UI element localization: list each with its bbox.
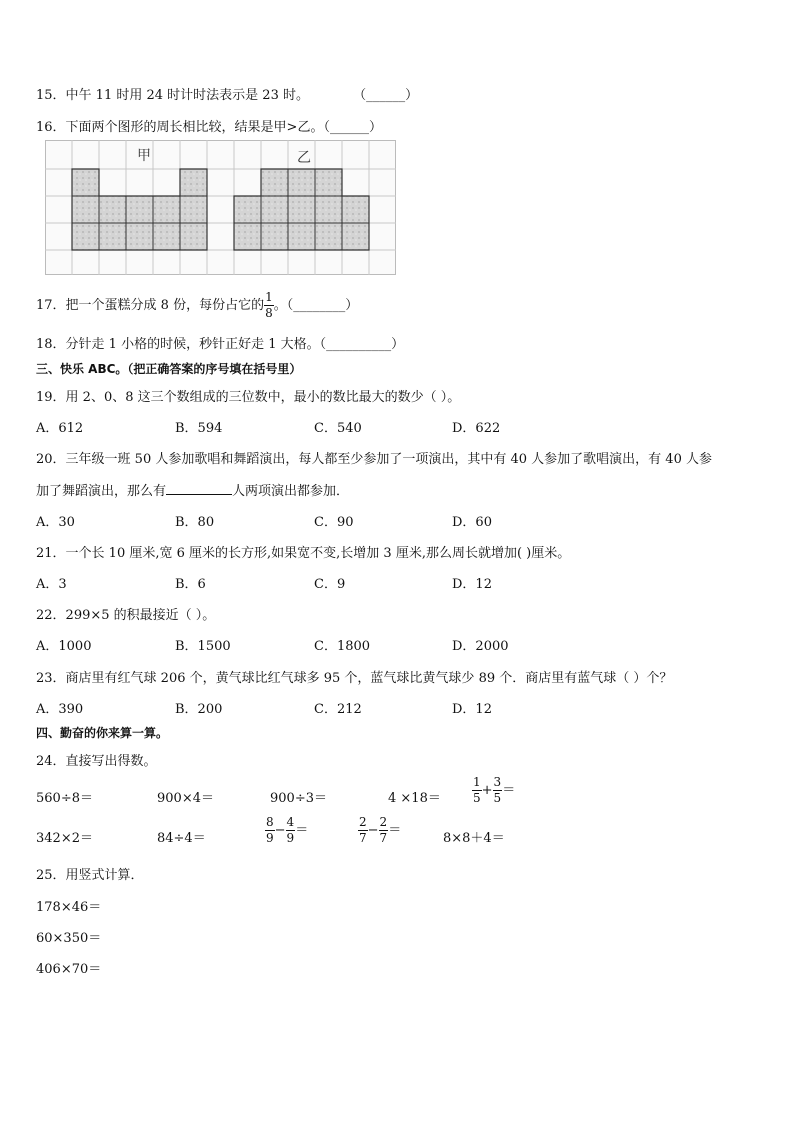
question-number: 20． (36, 452, 66, 467)
question-25 (36, 864, 144, 883)
label-yi: 乙 (297, 150, 311, 166)
perimeter-figure (45, 140, 397, 276)
question-text: 用竖式计算． (65, 868, 144, 883)
option-d[interactable]: D．60 (452, 515, 492, 530)
question-18 (36, 333, 404, 352)
vertical-calc-item: 406×70＝ (36, 962, 102, 977)
option-a[interactable]: A．390 (36, 702, 84, 717)
option-b[interactable]: B．200 (175, 702, 223, 717)
option-a[interactable]: A．30 (36, 515, 75, 530)
vertical-calc-item: 178×46＝ (36, 900, 102, 915)
option-b[interactable]: B．1500 (175, 639, 231, 654)
option-d[interactable]: D．12 (452, 577, 492, 592)
question-text-after: 。（________） (273, 298, 359, 313)
option-c[interactable]: C．212 (314, 702, 362, 717)
question-number: 25． (36, 868, 66, 883)
question-number: 24． (36, 754, 66, 769)
question-16 (36, 116, 382, 135)
calc-item-fraction: $\frac{8}{9}$ − $\frac{4}{9}$ ＝ (266, 815, 309, 845)
option-c[interactable]: C．540 (314, 421, 362, 436)
calc-item: 900×4＝ (157, 791, 214, 806)
question-text: 三年级一班 50 人参加歌唱和舞蹈演出，每人都至少参加了一项演出，其中有 40 人参加了歌唱演出，有 40 人参 (65, 452, 712, 467)
question-text: 把一个蛋糕分成 8 份，每份占它的 (65, 298, 265, 313)
question-text: 分针走 1 小格的时候，秒针正好走 1 大格。（__________） (65, 337, 405, 352)
option-a[interactable]: A．1000 (36, 639, 92, 654)
question-number: 18． (36, 337, 66, 352)
question-number: 16． (36, 120, 66, 135)
calc-item-fraction: $\frac{2}{7}$ − $\frac{2}{7}$ ＝ (359, 815, 402, 845)
option-d[interactable]: D．12 (452, 702, 492, 717)
question-text: 用 2、0、8 这三个数组成的三位数中，最小的数比最大的数少（ ）。 (65, 390, 461, 405)
question-text: 中午 11 时用 24 时计时法表示是 23 时。 (65, 88, 309, 103)
calc-item: 342×2＝ (36, 831, 93, 846)
question-17 (36, 290, 358, 321)
question-21 (36, 542, 570, 561)
option-d[interactable]: D．2000 (452, 639, 509, 654)
question-number: 19． (36, 390, 66, 405)
option-b[interactable]: B．6 (175, 577, 206, 592)
question-text: 商店里有红气球 206 个，黄气球比红气球多 95 个，蓝气球比黄气球少 89 个．商店里有蓝气球（ ）个？ (65, 671, 673, 686)
calc-item: 84÷4＝ (157, 831, 206, 846)
question-15 (36, 84, 418, 103)
question-text: 直接写出得数。 (65, 754, 157, 769)
answer-blank[interactable] (166, 482, 232, 495)
section-title-3: 三、快乐 ABC。（把正确答案的序号填在括号里） (36, 362, 302, 376)
option-c[interactable]: C．9 (314, 577, 346, 592)
question-text: 一个长 10 厘米,宽 6 厘米的长方形,如果宽不变,长增加 3 厘米,那么周长就增加( )厘米。 (65, 546, 571, 561)
vertical-calc-item: 60×350＝ (36, 931, 102, 946)
option-c[interactable]: C．1800 (314, 639, 371, 654)
question-24 (36, 750, 157, 769)
question-text: 299×5 的积最接近（ ）。 (65, 608, 216, 623)
calc-item: 8×8＋4＝ (443, 831, 505, 846)
option-b[interactable]: B．594 (175, 421, 223, 436)
question-number: 23． (36, 671, 66, 686)
option-c[interactable]: C．90 (314, 515, 354, 530)
calc-item: 560÷8＝ (36, 791, 93, 806)
question-23 (36, 667, 672, 686)
question-20-line2: 加了舞蹈演出，那么有 人两项演出都参加． (36, 484, 350, 499)
option-b[interactable]: B．80 (175, 515, 215, 530)
fraction: $\frac{1}{8}$ (265, 290, 273, 320)
option-a[interactable]: A．3 (36, 577, 67, 592)
question-number: 21． (36, 546, 66, 561)
question-20-line1 (36, 448, 712, 467)
answer-paren[interactable]: （______） (353, 88, 419, 103)
label-jia: 甲 (137, 148, 151, 164)
question-number: 15． (36, 88, 66, 103)
option-a[interactable]: A．612 (36, 421, 84, 436)
question-number: 17． (36, 298, 66, 313)
question-19 (36, 386, 460, 405)
calc-item-fraction: $\frac{1}{5}$ + $\frac{3}{5}$ ＝ (473, 775, 516, 805)
question-number: 22． (36, 608, 66, 623)
section-title-4: 四、勤奋的你来算一算。 (36, 726, 169, 740)
calc-item: 4 ×18＝ (388, 791, 441, 806)
question-text: 下面两个图形的周长相比较，结果是甲>乙。（______） (65, 120, 382, 135)
question-22 (36, 604, 215, 623)
option-d[interactable]: D．622 (452, 421, 501, 436)
calc-item: 900÷3＝ (270, 791, 327, 806)
